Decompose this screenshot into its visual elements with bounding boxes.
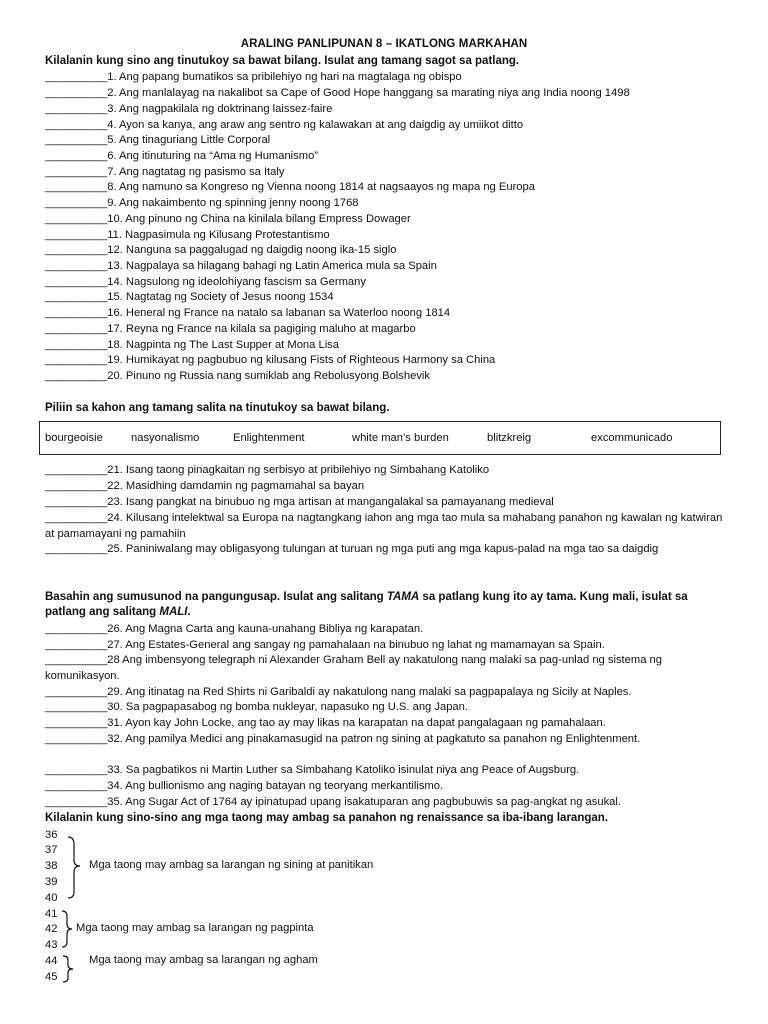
list-item: __________5. Ang tinaguriang Little Corporal	[45, 134, 271, 146]
list-item: __________30. Sa pagpapasabog ng bomba nukleyar, napasuko ng U.S. ang Japan.	[45, 701, 468, 713]
list-item: __________12. Nanguna sa paggalugad ng daigdig noong ika-15 siglo	[45, 244, 397, 256]
list-item: __________13. Nagpalaya sa hilagang bahagi ng Latin America mula sa Spain	[45, 260, 437, 272]
answer-number: 39	[45, 876, 58, 888]
choice-word: Enlightenment	[233, 432, 305, 444]
list-item: __________6. Ang itinuturing na “Ama ng Humanismo”	[45, 150, 319, 162]
keyword-mali: MALI	[159, 606, 188, 618]
list-item: __________25. Paniniwalang may obligasyong tulungan at turuan ng mga puti ang mga kapus-palad na mga tao sa daigdig	[45, 543, 659, 555]
list-item: __________27. Ang Estates-General ang sangay ng pamahalaan na binubuo ng lahat ng mamamayan sa Spain.	[45, 639, 605, 651]
list-item: __________7. Ang nagtatag ng pasismo sa Italy	[45, 166, 285, 178]
list-item: __________22. Masidhing damdamin ng pagmamahal sa bayan	[45, 480, 365, 492]
brace-icon	[66, 836, 88, 900]
list-item: __________20. Pinuno ng Russia nang sumiklab ang Rebolusyong Bolshevik	[45, 370, 430, 382]
list-item: __________11. Nagpasimula ng Kilusang Protestantismo	[45, 229, 330, 241]
list-item: __________31. Ayon kay John Locke, ang tao ay may likas na karapatan na dapat pangalagaan ng pamahalaan.	[45, 717, 606, 729]
choice-word: nasyonalismo	[131, 432, 200, 444]
instruction-text: sa patlang kung ito ay tama. Kung mali, isulat sa patlang ang salitang	[45, 591, 688, 618]
section1-instruction: Kilalanin kung sino ang tinutukoy sa bawat bilang. Isulat ang tamang sagot sa patlang.	[45, 55, 520, 67]
list-item: __________34. Ang bullionismo ang naging batayan ng teoryang merkantilismo.	[45, 780, 444, 792]
choice-word: excommunicado	[591, 432, 673, 444]
answer-number: 40	[45, 892, 58, 904]
list-item: __________29. Ang itinatag na Red Shirts ni Garibaldi ay nakatulong nang malaki sa pagpapalaya ng Sicily at Naples.	[45, 686, 632, 698]
answer-number: 38	[45, 860, 58, 872]
list-item: __________15. Nagtatag ng Society of Jesus noong 1534	[45, 291, 334, 303]
choice-word: blitzkreig	[487, 432, 532, 444]
list-item: __________1. Ang papang bumatikos sa pribilehiyo ng hari na magtalaga ng obispo	[45, 71, 462, 83]
list-item: __________2. Ang manlalayag na nakalibot sa Cape of Good Hope hanggang sa marating niya ang India noong 1498	[45, 87, 630, 99]
list-item: __________26. Ang Magna Carta ang kauna-unahang Bibliya ng karapatan.	[45, 623, 424, 635]
group-label-pagpinta: Mga taong may ambag sa larangan ng pagpinta	[76, 922, 314, 934]
answer-number: 44	[45, 955, 58, 967]
list-item: __________8. Ang namuno sa Kongreso ng Vienna noong 1814 at nagsaayos ng mapa ng Europa	[45, 181, 535, 193]
answer-number: 37	[45, 844, 58, 856]
list-item: __________33. Sa pagbatikos ni Martin Luther sa Simbahang Katoliko isinulat niya ang Peace of Augsburg.	[45, 764, 580, 776]
list-item: __________21. Isang taong pinagkaitan ng serbisyo at pribilehiyo ng Simbahang Katoliko	[45, 464, 490, 476]
list-item: __________3. Ang nagpakilala ng doktrinang laissez-faire	[45, 103, 333, 115]
list-item: __________4. Ayon sa kanya, ang araw ang sentro ng kalawakan at ang daigdig ay umiikot ditto	[45, 119, 524, 131]
answer-number: 42	[45, 923, 58, 935]
list-item: __________19. Humikayat ng pagbubuo ng kilusang Fists of Righteous Harmony sa China	[45, 354, 496, 366]
list-item: __________10. Ang pinuno ng China na kinilala bilang Empress Dowager	[45, 213, 411, 225]
choice-word: bourgeoisie	[45, 432, 103, 444]
page-title: ARALING PANLIPUNAN 8 – IKATLONG MARKAHAN	[240, 38, 528, 50]
word-choice-box	[39, 421, 721, 455]
instruction-text: Basahin ang sumusunod na pangungusap. Isulat ang salitang	[45, 591, 387, 603]
section4-instruction: Kilalanin kung sino-sino ang mga taong may ambag sa panahon ng renaissance sa iba-ibang larangan.	[45, 812, 608, 824]
answer-number: 41	[45, 908, 58, 920]
answer-number: 36	[45, 829, 58, 841]
keyword-tama: TAMA	[386, 591, 420, 603]
list-item: __________14. Nagsulong ng ideolohiyang fascism sa Germany	[45, 276, 366, 288]
list-item: __________18. Nagpinta ng The Last Supper at Mona Lisa	[45, 339, 339, 351]
list-item: __________32. Ang pamilya Medici ang pinakamasugid na patron ng sining at pagkatuto sa panahon ng Enlightenment.	[45, 733, 641, 745]
section3-instruction	[45, 590, 725, 620]
list-item: __________23. Isang pangkat na binubuo ng mga artisan at mangangalakal sa pamayanang medieval	[45, 496, 554, 508]
answer-number: 45	[45, 971, 58, 983]
list-item: __________17. Reyna ng France na kilala sa pagiging maluho at magarbo	[45, 323, 416, 335]
answer-number: 43	[45, 939, 58, 951]
group-label-agham: Mga taong may ambag sa larangan ng agham	[89, 954, 318, 966]
brace-icon	[60, 910, 76, 948]
section2-instruction: Piliin sa kahon ang tamang salita na tinutukoy sa bawat bilang.	[45, 402, 390, 414]
instruction-text: .	[187, 606, 191, 618]
list-item: __________16. Heneral ng France na natalo sa labanan sa Waterloo noong 1814	[45, 307, 451, 319]
group-label-sining: Mga taong may ambag sa larangan ng sining at panitikan	[89, 859, 374, 871]
brace-icon	[61, 955, 77, 983]
choice-word: white man’s burden	[352, 432, 449, 444]
list-item: __________24. Kilusang intelektwal sa Europa na nagtangkang iahon ang mga tao mula sa mahabang panahon ng kawalan ng katwiran at pamamayani ng pamahiin	[45, 512, 723, 540]
list-item: __________28 Ang imbensyong telegraph ni Alexander Graham Bell ay nakatulong nang malaki sa pag-unlad ng sistema ng komunikasyon.	[45, 654, 662, 682]
list-item: __________9. Ang nakaimbento ng spinning jenny noong 1768	[45, 197, 359, 209]
list-item: __________35. Ang Sugar Act of 1764 ay ipinatupad upang isakatuparan ang pagbubuwis sa pag-angkat ng asukal.	[45, 796, 621, 808]
